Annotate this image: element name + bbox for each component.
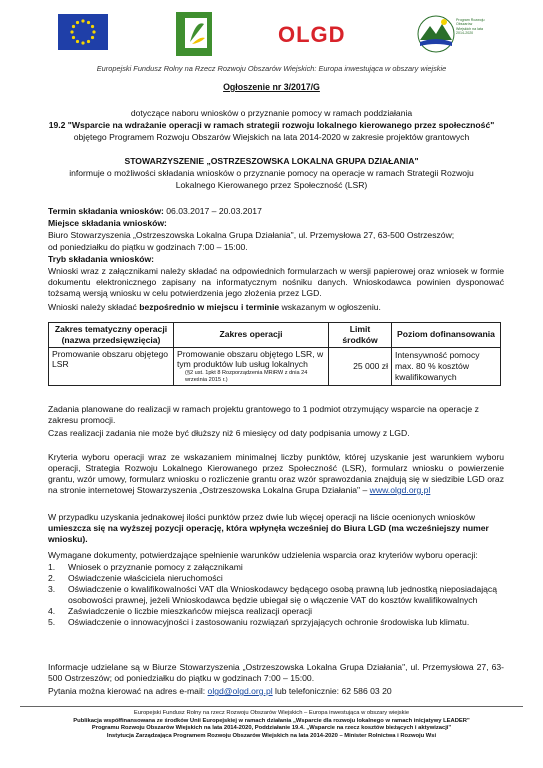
- mode-text2-c: wskazanym w ogłoszeniu.: [279, 302, 381, 312]
- table-header-theme: Zakres tematyczny operacji (nazwa przedsięwzięcia): [49, 323, 174, 348]
- rdp-logo: [416, 12, 486, 58]
- leader-logo: [170, 7, 212, 56]
- eu-star-icon: [81, 41, 84, 44]
- eu-star-icon: [72, 25, 75, 28]
- table-header-limit: Limit środków: [329, 323, 392, 348]
- info-text: Informacje udzielane są w Biurze Stowarzyszenia „Ostrzeszowska Lokalna Grupa Działania", ul. Przemysłowa 27, 63-500 Ostrzeszów; od poniedziałku do piątku w godzinach 7:00 – 15:00.: [48, 662, 504, 683]
- mode-text2-a: Wnioski należy składać: [48, 302, 140, 312]
- implementation-text: Zadania planowane do realizacji w ramach projektu grantowego to 1 podmiot otrzymujący wsparcie na operacje z zakresu promocji.: [48, 404, 479, 425]
- organization-name: STOWARZYSZENIE „OSTRZESZOWSKA LOKALNA GRUPA DZIAŁANIA": [124, 156, 419, 166]
- eu-star-icon: [92, 30, 95, 33]
- leader-logo-text: LEADER: [170, 7, 176, 28]
- announcement-line2: 19.2 "Wsparcie na wdrażanie operacji w ramach strategii rozwoju lokalnego kierowanego przez społeczność": [48, 120, 495, 130]
- table-header-funding: Poziom dofinansowania: [392, 323, 501, 348]
- footer-line2: Publikacja współfinansowana ze środków Unii Europejskiej w ramach działania „Wsparcie dla rozwoju lokalnego w ramach inicjatywy LEADER": [73, 717, 470, 724]
- mode-text2-b: bezpośrednio w miejscu i terminie: [139, 302, 280, 312]
- table-cell-limit: 25 000 zł: [329, 347, 392, 386]
- eu-star-icon: [76, 40, 79, 43]
- list-item: 3. Oświadczenie o kwalifikowalności VAT dla Wnioskodawcy będącego osobą prawną lub jednostką nieposiadającą osobowości prawnej, jeżeli Wnioskodawca będzie ubiegał się o włączenie VAT do kosztów kwalifikowalnych: [48, 584, 497, 605]
- tie-paragraph: [48, 512, 504, 545]
- contact-text-b: lub telefonicznie: 62 586 03 20: [272, 686, 392, 696]
- docs-list: [48, 562, 504, 628]
- organization-line1: informuje o możliwości składania wniosków o przyznanie pomocy na operacje w ramach Strategii Rozwoju: [69, 168, 474, 178]
- eu-star-icon: [76, 21, 79, 24]
- website-link[interactable]: www.olgd.org.pl: [369, 485, 431, 495]
- criteria-text: Kryteria wyboru operacji wraz ze wskazaniem minimalnej liczby punktów, której uzyskanie jest warunkiem wyboru operacji, Strategia Rozwoju Lokalnego Kierowanego przez Społeczność (LSR), formularz wniosku o powierzenie grantu, wzór umowy, formularz wniosku o rozliczenie grantu oraz wzór sprawozdania znajdują się w siedzibie LGD oraz na stronie internetowej Stowarzyszenia „Ostrzeszowska Lokalna Grupa Działania" –: [48, 452, 504, 495]
- place-line1: Biuro Stowarzyszenia „Ostrzeszowska Lokalna Grupa Działania", ul. Przemysłowa 27, 63-500 Ostrzeszów;: [48, 230, 455, 240]
- email-link[interactable]: olgd@olgd.org.pl: [207, 686, 273, 696]
- footer-divider: [20, 706, 523, 707]
- eu-star-icon: [87, 40, 90, 43]
- mode-text2: [48, 302, 504, 313]
- eu-star-icon: [72, 36, 75, 39]
- eu-tagline: Europejski Fundusz Rolny na Rzecz Rozwoju Obszarów Wiejskich: Europa inwestująca w obszary wiejskie: [96, 64, 447, 73]
- list-item: 4. Zaświadczenie o liczbie mieszkańców miejsca realizacji operacji: [48, 606, 313, 616]
- table-row: [49, 347, 501, 386]
- eu-star-icon: [81, 19, 84, 22]
- announcement-line3: objętego Programem Rozwoju Obszarów Wiejskich na lata 2014-2020 w zakresie projektów grantowych: [73, 132, 470, 142]
- tie-text-b: umieszcza się na wyższej pozycji operację, która wpłynęła wcześniej do Biura LGD (ma wcześniejszy numer wniosku).: [48, 523, 489, 544]
- list-item: 1. Wniosek o przyznanie pomocy z załącznikami: [48, 562, 243, 572]
- table-cell-scope: [174, 347, 329, 386]
- mode-label: Tryb składania wniosków:: [48, 254, 155, 264]
- eu-flag-logo: [58, 14, 108, 54]
- olgd-logo-text: OLGD: [278, 22, 346, 47]
- grant-table: [48, 322, 501, 386]
- olgd-logo: [278, 22, 358, 46]
- list-item: 2. Oświadczenie właściciela nieruchomości: [48, 573, 223, 583]
- table-cell-scope-text: Promowanie obszaru objętego LSR, w tym produktów lub usług lokalnych: [177, 348, 324, 370]
- announcement-line1: dotyczące naboru wniosków o przyznanie pomocy w ramach poddziałania: [130, 108, 413, 118]
- table-cell-theme: Promowanie obszaru objętego LSR: [49, 347, 174, 386]
- mode-text: Wnioski wraz z załącznikami należy składać na odpowiednich formularzach w wersji papierowej oraz wniosek w formie dokumentu elektronicznego zapisany na informatycznym nośniku danych. Wnioskodawca powinien dysponować tożsamą wersją wniosku w celu potwierdzenia jego złożenia przez LGD.: [48, 266, 504, 298]
- footer-line1: Europejski Fundusz Rolny na rzecz Rozwoju Obszarów Wiejskich – Europa inwestująca w obszary wiejskie: [133, 710, 410, 716]
- tie-text-a: W przypadku uzyskania jednakowej ilości punktów przez dwie lub więcej operacji na liście ocenionych wniosków: [48, 512, 476, 522]
- footer-line4: Instytucja Zarządzająca Programem Rozwoju Obszarów Wiejskich na lata 2014-2020 – Minister Rolnictwa i Rozwoju Wsi: [106, 732, 437, 739]
- place-line2: od poniedziałku do piątku w godzinach 7:00 – 15:00.: [48, 242, 248, 252]
- footer-line3: Programu Rozwoju Obszarów Wiejskich na lata 2014-2020, Poddziałanie 19.4. „Wsparcie na rzecz kosztów bieżących i aktywizacji": [91, 725, 452, 732]
- eu-star-icon: [91, 36, 94, 39]
- table-header-scope: Zakres operacji: [174, 323, 329, 348]
- contact-line: [48, 686, 504, 697]
- eu-star-icon: [91, 25, 94, 28]
- table-header-row: [49, 323, 501, 348]
- eu-star-icon: [87, 21, 90, 24]
- table-cell-scope-note: (§2 ust. 1pkt 8 Rozporządzenia MRiRW z dnia 24 września 2015 r.): [185, 370, 308, 384]
- eu-star-icon: [70, 30, 73, 33]
- deadline-value: 06.03.2017 – 20.03.2017: [166, 206, 262, 216]
- duration-text: Czas realizacji zadania nie może być dłuższy niż 6 miesięcy od daty podpisania umowy z LGD.: [48, 428, 410, 438]
- list-item: 5. Oświadczenie o innowacyjności i zastosowaniu rozwiązań sprzyjających ochronie środowiska lub klimatu.: [48, 617, 470, 627]
- table-cell-funding: Intensywność pomocy max. 80 % kosztów kwalifikowanych: [392, 347, 501, 386]
- footer: [0, 710, 543, 740]
- criteria-paragraph: [48, 452, 504, 496]
- announcement-title: Ogłoszenie nr 3/2017/G: [223, 82, 320, 92]
- organization-line2: Lokalnego Kierowanego przez Społeczność (LSR): [175, 180, 368, 190]
- place-label: Miejsce składania wniosków:: [48, 218, 167, 228]
- rdp-logo-text: Program Rozwoju Obszarów Wiejskich na lata 2014-2020: [456, 18, 485, 36]
- contact-text-a: Pytania można kierować na adres e-mail:: [48, 686, 208, 696]
- deadline: [48, 206, 504, 217]
- docs-intro: Wymagane dokumenty, potwierdzające spełnienie warunków udzielenia wsparcia oraz kryteriów wyboru operacji:: [48, 550, 478, 560]
- deadline-label: Termin składania wniosków:: [48, 206, 164, 216]
